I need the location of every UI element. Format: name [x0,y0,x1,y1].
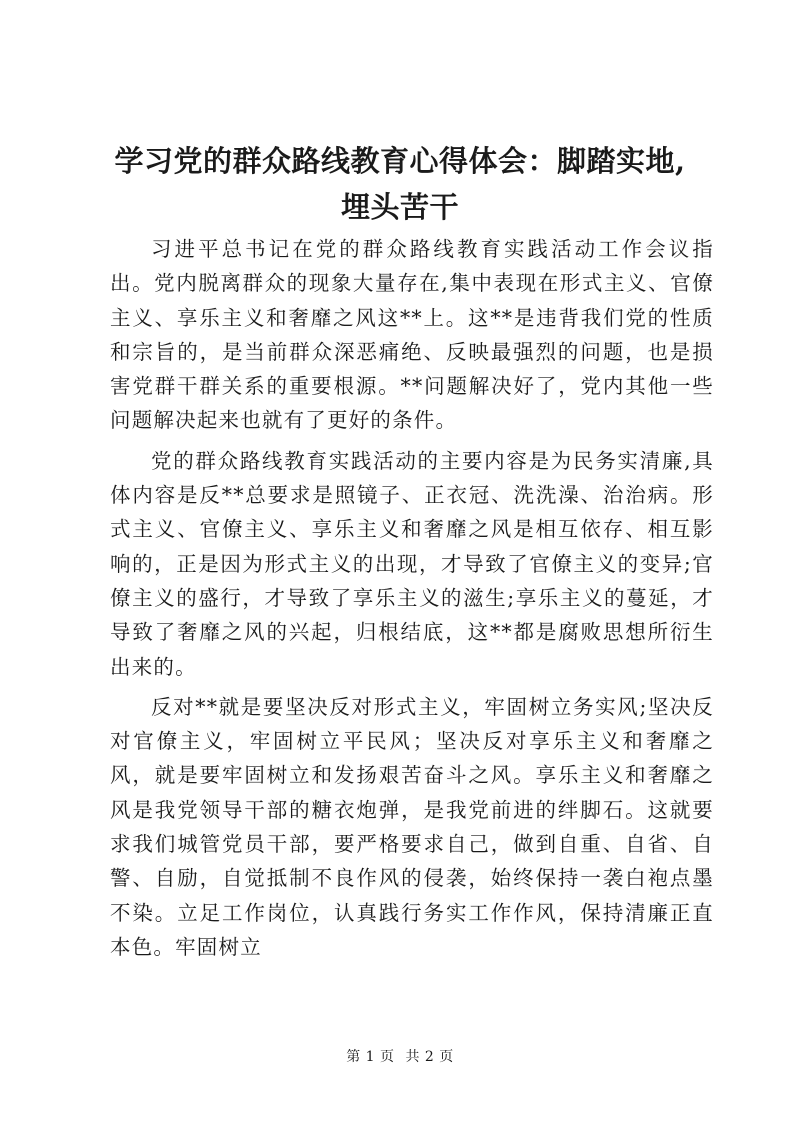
document-title [100,138,700,230]
document-body [110,232,714,970]
paragraph: 反对**就是要坚决反对形式主义，牢固树立务实风;坚决反对官僚主义，牢固树立平民风；坚决反对享乐主义和奢靡之风，就是要牢固树立和发扬艰苦奋斗之风。享乐主义和奢靡之风是我党领导干部的糖衣炮弹，是我党前进的绊脚石。这就要求我们城管党员干部，要严格要求自己，做到自重、自省、自警、自励，自觉抵制不良作风的侵袭，始终保持一袭白袍点墨不染。立足工作岗位，认真践行务实工作作风，保持清廉正直本色。牢固树立 [110,694,714,959]
page-number: 第 1 页 [346,1049,395,1065]
title-line-1: 学习党的群众路线教育心得体会：脚踏实地, [114,144,686,178]
page-total: 共 2 页 [405,1049,454,1065]
paragraph: 党的群众路线教育实践活动的主要内容是为民务实清廉,具体内容是反**总要求是照镜子、正衣冠、洗洗澡、治治病。形式主义、官僚主义、享乐主义和奢靡之风是相互依存、相互影响的，正是因为形式主义的出现，才导致了官僚主义的变异;官僚主义的盛行，才导致了享乐主义的滋生;享乐主义的蔓延，才导致了奢靡之风的兴起，归根结底，这**都是腐败思想所衍生出来的。 [110,448,714,679]
title-line-2: 埋头苦干 [340,190,459,224]
paragraph: 习进平总书记在党的群众路线教育实践活动工作会议指出。党内脱离群众的现象大量存在,集中表现在形式主义、官僚主义、享乐主义和奢靡之风这**上。这**是违背我们党的性质和宗旨的，是当前群众深恶痛绝、反映最强烈的问题，也是损害党群干群关系的重要根源。**问题解决好了，党内其他一些问题解决起来也就有了更好的条件。 [110,237,714,433]
page-footer [0,1047,800,1067]
